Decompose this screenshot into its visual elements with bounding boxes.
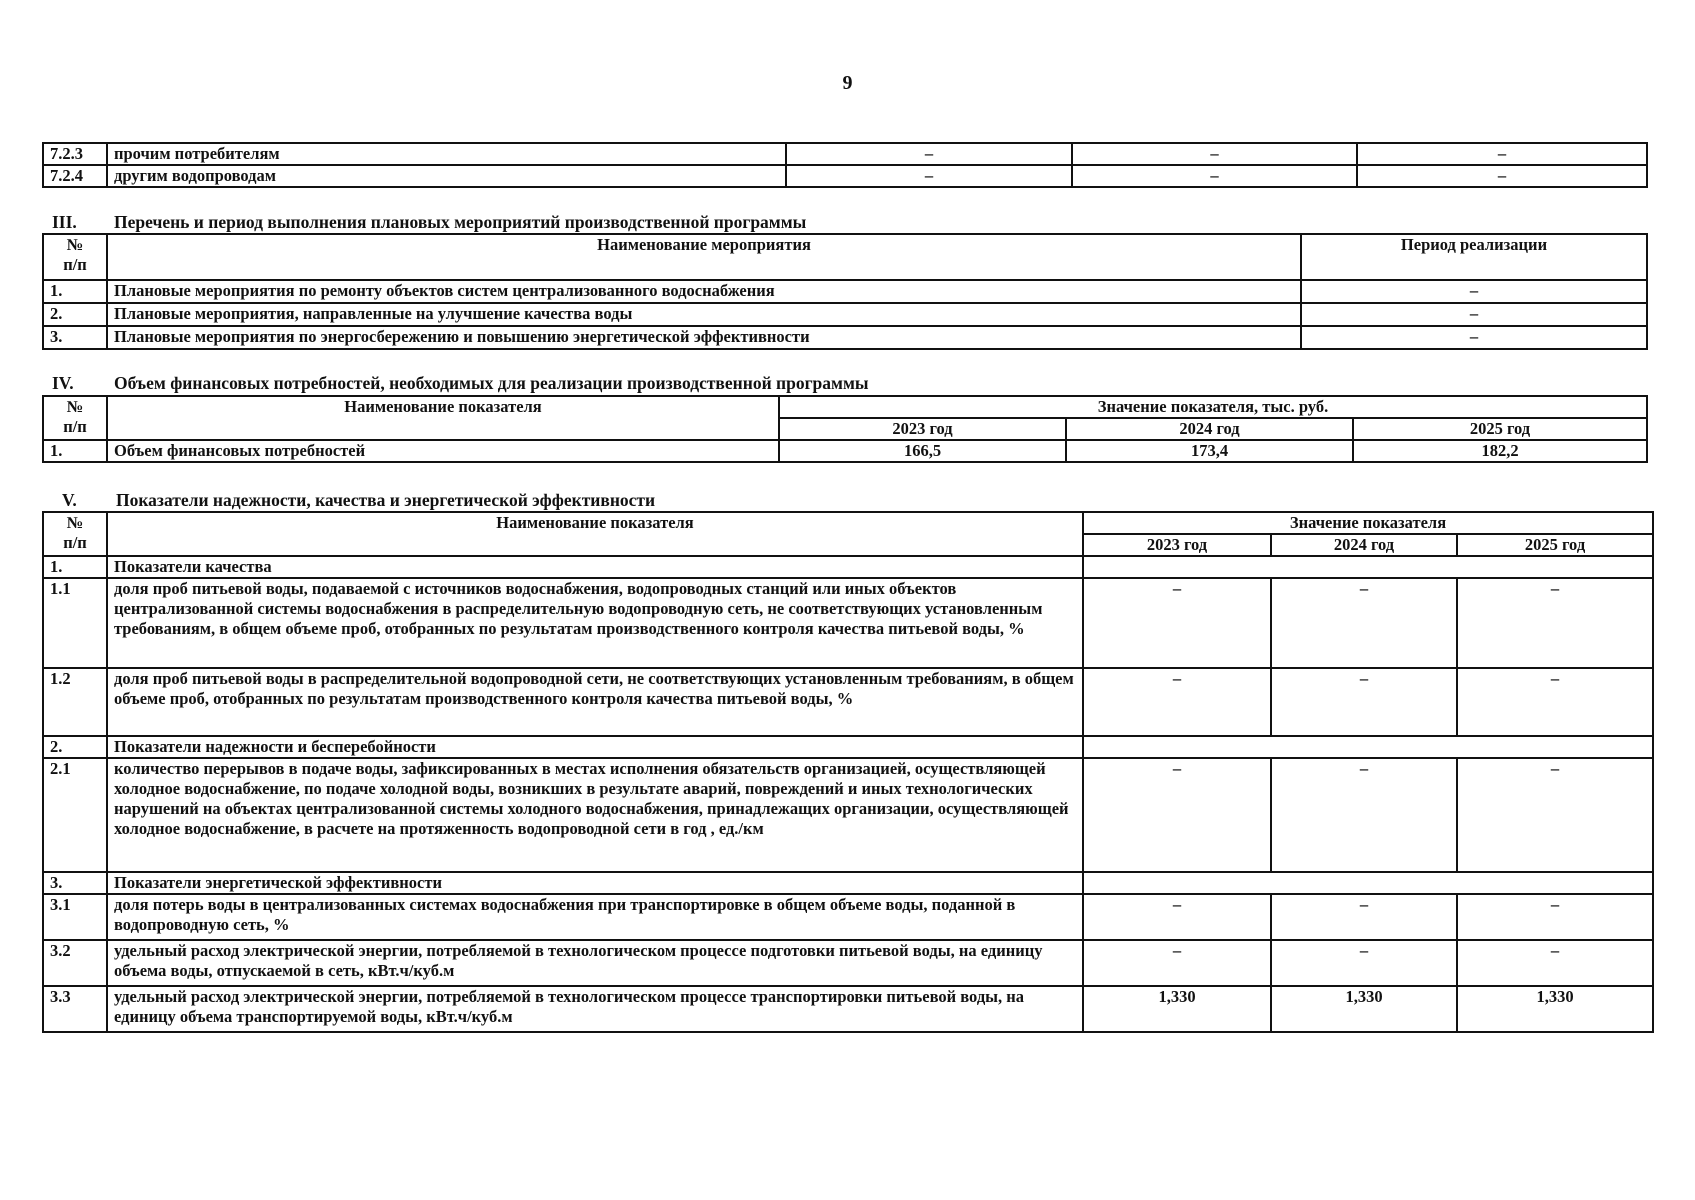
- year-2023-header: 2023 год: [1083, 534, 1271, 556]
- empty-cell: [1083, 556, 1653, 578]
- value-2025: –: [1457, 894, 1653, 940]
- table-row: [43, 668, 1653, 736]
- value-2023: –: [1083, 894, 1271, 940]
- row-name: другим водопроводам: [107, 165, 786, 187]
- row-name: Плановые мероприятия по ремонту объектов систем централизованного водоснабжения: [107, 280, 1301, 303]
- section-3-heading: Перечень и период выполнения плановых мероприятий производственной программы: [114, 212, 807, 232]
- value-2024: –: [1271, 668, 1457, 736]
- group-row: [43, 872, 1653, 894]
- value-2023: 166,5: [779, 440, 1066, 462]
- row-period: –: [1301, 326, 1647, 349]
- row-name: количество перерывов в подаче воды, зафиксированных в местах исполнения обязательств организацией, осуществляющей холодное водоснабжение, по подаче холодной воды, возникших в результате аварий, повреждений и иных технологических нарушений на объектах централизованной системы холодного водоснабжения, принадлежащих организации, осуществляющей холодное водоснабжение, в расчете на протяженность водопроводной сети в год , ед./км: [107, 758, 1083, 872]
- table-row: [43, 894, 1653, 940]
- row-number: 1.2: [43, 668, 107, 736]
- value-header: Значение показателя, тыс. руб.: [779, 396, 1647, 418]
- row-name: доля проб питьевой воды в распределительной водопроводной сети, не соответствующих установленным требованиям, в общем объеме проб, отобранных по результатам производственного контроля качества питьевой воды, %: [107, 668, 1083, 736]
- section-4-heading: Объем финансовых потребностей, необходимых для реализации производственной программы: [114, 373, 869, 393]
- row-name: доля потерь воды в централизованных системах водоснабжения при транспортировке в общем объеме воды, поданной в водопроводную сеть, %: [107, 894, 1083, 940]
- row-name: удельный расход электрической энергии, потребляемой в технологическом процессе транспортировки питьевой воды, на единицу объема транспортируемой воды, кВт.ч/куб.м: [107, 986, 1083, 1032]
- year-2024-header: 2024 год: [1271, 534, 1457, 556]
- value-header: Значение показателя: [1083, 512, 1653, 534]
- table-row: [43, 986, 1653, 1032]
- value-2025: –: [1457, 668, 1653, 736]
- group-row: [43, 736, 1653, 758]
- table-row: [43, 326, 1647, 349]
- value-2024: 173,4: [1066, 440, 1353, 462]
- section-3-table: [42, 233, 1648, 350]
- value-2023: –: [786, 143, 1072, 165]
- table-row: [43, 440, 1647, 462]
- value-2025: –: [1357, 143, 1647, 165]
- row-name: прочим потребителям: [107, 143, 786, 165]
- row-number: 2.: [43, 736, 107, 758]
- row-name: доля проб питьевой воды, подаваемой с источников водоснабжения, водопроводных станций или иных объектов централизованной системы водоснабжения в распределительную водопроводную сеть, не соответствующих установленным требованиям, в общем объеме проб, отобранных по результатам производственного контроля качества питьевой воды, %: [107, 578, 1083, 668]
- value-2025: 182,2: [1353, 440, 1647, 462]
- row-name: удельный расход электрической энергии, потребляемой в технологическом процессе подготовки питьевой воды, на единицу объема воды, отпускаемой в сеть, кВт.ч/куб.м: [107, 940, 1083, 986]
- row-number: 3.2: [43, 940, 107, 986]
- row-number: 3.3: [43, 986, 107, 1032]
- value-2023: –: [1083, 578, 1271, 668]
- value-2025: –: [1357, 165, 1647, 187]
- row-number: 2.: [43, 303, 107, 326]
- value-2024: –: [1271, 894, 1457, 940]
- table-header-row: [43, 512, 1653, 534]
- page-number: 9: [842, 72, 853, 94]
- table-row: [43, 143, 1647, 165]
- row-number: 1.: [43, 280, 107, 303]
- period-header: Период реализации: [1301, 234, 1647, 280]
- row-number: 7.2.3: [43, 143, 107, 165]
- row-name: Показатели энергетической эффективности: [107, 872, 1083, 894]
- row-name: Показатели качества: [107, 556, 1083, 578]
- value-2025: –: [1457, 940, 1653, 986]
- table-header-row: [43, 234, 1647, 280]
- value-2025: 1,330: [1457, 986, 1653, 1032]
- value-2023: –: [1083, 940, 1271, 986]
- year-2025-header: 2025 год: [1353, 418, 1647, 440]
- table-row: [43, 758, 1653, 872]
- num-header: № п/п: [43, 234, 107, 280]
- row-number: 1.: [43, 556, 107, 578]
- row-number: 7.2.4: [43, 165, 107, 187]
- value-2025: –: [1457, 758, 1653, 872]
- value-2024: –: [1072, 143, 1357, 165]
- section-5-heading: Показатели надежности, качества и энергетической эффективности: [116, 490, 656, 510]
- value-2025: –: [1457, 578, 1653, 668]
- name-header: Наименование показателя: [107, 396, 779, 440]
- section-5-roman: V.: [62, 490, 77, 510]
- value-2024: 1,330: [1271, 986, 1457, 1032]
- section-5-table: [42, 511, 1654, 1033]
- table-header-row: [43, 396, 1647, 418]
- table-row: [43, 165, 1647, 187]
- table-row: [43, 940, 1653, 986]
- section-3-roman: III.: [52, 212, 77, 232]
- section-3-title: [52, 212, 806, 233]
- num-header: № п/п: [43, 512, 107, 556]
- row-period: –: [1301, 303, 1647, 326]
- top-table: [42, 142, 1648, 188]
- value-2024: –: [1271, 758, 1457, 872]
- row-name: Объем финансовых потребностей: [107, 440, 779, 462]
- year-2023-header: 2023 год: [779, 418, 1066, 440]
- year-2025-header: 2025 год: [1457, 534, 1653, 556]
- row-name: Плановые мероприятия, направленные на улучшение качества воды: [107, 303, 1301, 326]
- section-4-table: [42, 395, 1648, 463]
- empty-cell: [1083, 736, 1653, 758]
- row-number: 1.: [43, 440, 107, 462]
- empty-cell: [1083, 872, 1653, 894]
- group-row: [43, 556, 1653, 578]
- table-row: [43, 578, 1653, 668]
- value-2023: –: [1083, 758, 1271, 872]
- row-number: 1.1: [43, 578, 107, 668]
- row-number: 3.: [43, 326, 107, 349]
- value-2024: –: [1271, 578, 1457, 668]
- row-number: 3.: [43, 872, 107, 894]
- name-header: Наименование мероприятия: [107, 234, 1301, 280]
- row-name: Показатели надежности и бесперебойности: [107, 736, 1083, 758]
- year-2024-header: 2024 год: [1066, 418, 1353, 440]
- table-row: [43, 303, 1647, 326]
- value-2023: –: [786, 165, 1072, 187]
- row-period: –: [1301, 280, 1647, 303]
- table-row: [43, 280, 1647, 303]
- row-number: 2.1: [43, 758, 107, 872]
- row-number: 3.1: [43, 894, 107, 940]
- section-5-title: [62, 490, 655, 511]
- value-2023: 1,330: [1083, 986, 1271, 1032]
- name-header: Наименование показателя: [107, 512, 1083, 556]
- value-2024: –: [1271, 940, 1457, 986]
- value-2023: –: [1083, 668, 1271, 736]
- num-header: № п/п: [43, 396, 107, 440]
- row-name: Плановые мероприятия по энергосбережению и повышению энергетической эффективности: [107, 326, 1301, 349]
- section-4-roman: IV.: [52, 373, 74, 393]
- section-4-title: [52, 373, 869, 394]
- value-2024: –: [1072, 165, 1357, 187]
